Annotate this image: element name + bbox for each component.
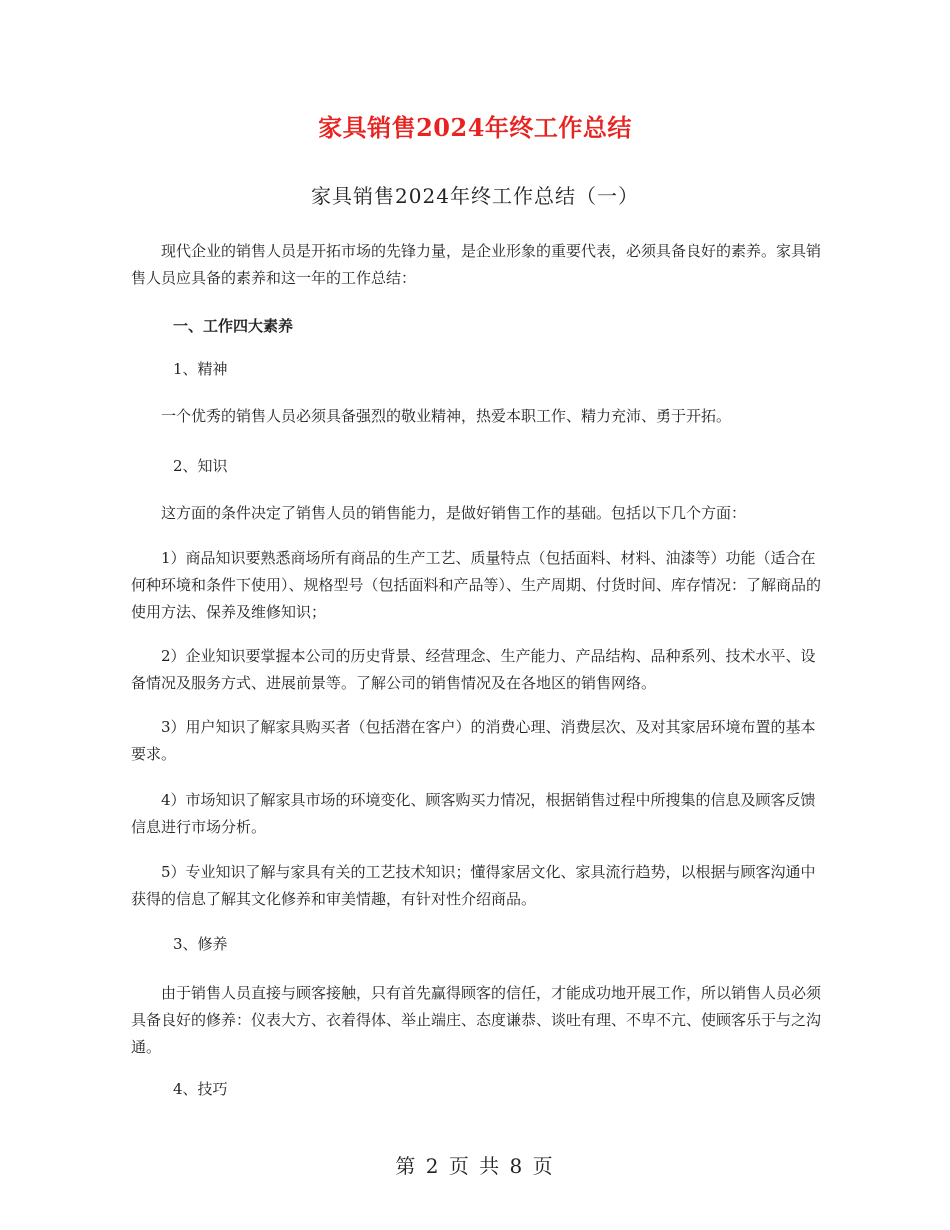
paragraph-knowledge: 这方面的条件决定了销售人员的销售能力，是做好销售工作的基础。包括以下几个方面： xyxy=(161,504,747,522)
item-label-knowledge: 2、知识 xyxy=(173,457,228,475)
paragraph-product-knowledge: 1）商品知识要熟悉商场所有商品的生产工艺、质量特点（包括面料、材料、油漆等）功能（适合在何种环境和条件下使用）、规格型号（包括面料和产品等）、生产周期、付货时间、库存情况：了解商品的使用方法、保养及维修知识； xyxy=(131,549,822,621)
paragraph-professional-knowledge: 5）专业知识了解与家具有关的工艺技术知识；懂得家居文化、家具流行趋势，以根据与顾客沟通中获得的信息了解其文化修养和审美情趣，有针对性介绍商品。 xyxy=(131,863,816,908)
document-title: 家具销售2024年终工作总结 xyxy=(318,113,632,142)
item-label-cultivation: 3、修养 xyxy=(173,935,228,953)
item-label-skills: 4、技巧 xyxy=(173,1080,228,1098)
paragraph-cultivation: 由于销售人员直接与顾客接触，只有首先赢得顾客的信任，才能成功地开展工作，所以销售人员必须具备良好的修养：仪表大方、衣着得体、举止端庄、态度谦恭、谈吐有理、不卑不亢、使顾客乐于与之沟通。 xyxy=(131,984,822,1056)
paragraph-enterprise-knowledge: 2）企业知识要掌握本公司的历史背景、经营理念、生产能力、产品结构、品种系列、技术水平、设备情况及服务方式、进展前景等。了解公司的销售情况及在各地区的销售网络。 xyxy=(131,647,816,692)
section-heading: 一、工作四大素养 xyxy=(173,317,294,335)
paragraph-spirit: 一个优秀的销售人员必须具备强烈的敬业精神，热爱本职工作、精力充沛、勇于开拓。 xyxy=(161,407,732,425)
intro-paragraph: 现代企业的销售人员是开拓市场的先锋力量，是企业形象的重要代表，必须具备良好的素养。家具销售人员应具备的素养和这一年的工作总结： xyxy=(131,242,822,287)
item-label-spirit: 1、精神 xyxy=(173,360,228,378)
paragraph-market-knowledge: 4）市场知识了解家具市场的环境变化、顾客购买力情况，根据销售过程中所搜集的信息及顾客反馈信息进行市场分析。 xyxy=(131,791,816,836)
document-subtitle: 家具销售2024年终工作总结（一） xyxy=(311,184,639,208)
page-indicator: 第 2 页 共 8 页 xyxy=(395,1154,555,1178)
paragraph-user-knowledge: 3）用户知识了解家具购买者（包括潜在客户）的消费心理、消费层次、及对其家居环境布置的基本要求。 xyxy=(131,718,816,763)
